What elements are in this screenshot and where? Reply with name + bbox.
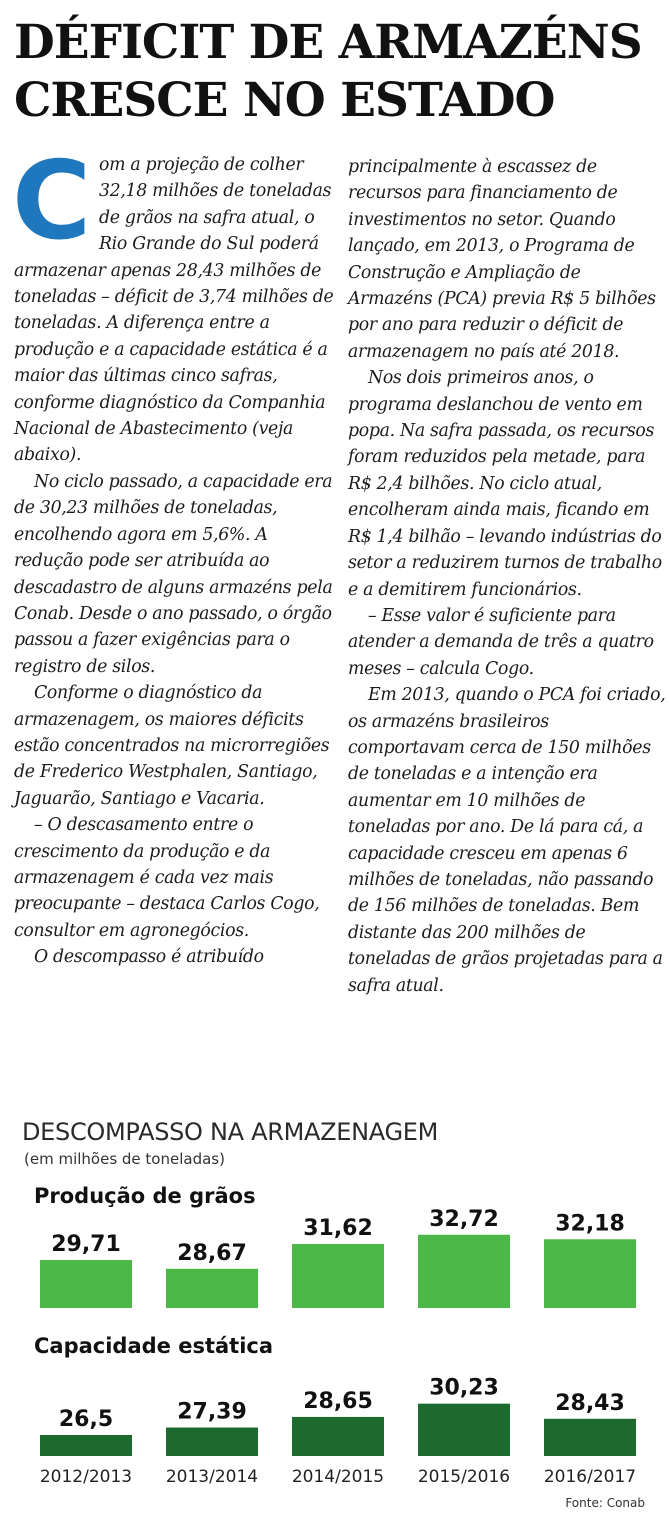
headline: DÉFICIT DE ARMAZÉNS CRESCE NO ESTADO xyxy=(14,15,642,128)
data-label-production-2014/2015: 31,62 xyxy=(303,1215,373,1241)
data-label-capacity-2014/2015: 28,65 xyxy=(303,1388,373,1414)
article-paragraph: O descompasso é atribuído xyxy=(34,947,264,968)
category-label-2013/2014: 2013/2014 xyxy=(165,1467,259,1487)
bar-production-2012/2013 xyxy=(40,1260,132,1308)
article-paragraph: – O descasamento entre o crescimento da produção e da armazenagem é cada vez mais preocupante – destaca Carlos Cogo, consultor em agronegócios. xyxy=(14,815,320,941)
category-label-2014/2015: 2014/2015 xyxy=(291,1467,385,1487)
data-label-capacity-2013/2014: 27,39 xyxy=(177,1399,247,1425)
data-label-production-2013/2014: 28,67 xyxy=(177,1240,247,1266)
category-label-2016/2017: 2016/2017 xyxy=(543,1467,637,1487)
bar-production-2013/2014 xyxy=(166,1269,258,1308)
bar-capacity-2014/2015 xyxy=(292,1417,384,1456)
data-label-production-2012/2013: 29,71 xyxy=(51,1232,121,1258)
article-paragraph: Conforme o diagnóstico da armazenagem, os maiores déficits estão concentrados na microrregiões de Frederico Westphalen, Santiago, Jaguarão, Santiago e Vacaria. xyxy=(14,683,330,809)
data-label-capacity-2016/2017: 28,43 xyxy=(555,1390,625,1416)
article-paragraph: Em 2013, quando o PCA foi criado, os armazéns brasileiros comportavam cerca de 150 milhões de toneladas e a intenção era aumentar em 10 milhões de toneladas por ano. De lá para cá, a capacidade cresceu em apenas 6 milhões de toneladas, não passando de 156 milhões de toneladas. Bem distante das 200 milhões de toneladas de grãos projetadas para a safra atual. xyxy=(348,685,666,996)
bar-capacity-2015/2016 xyxy=(418,1404,510,1456)
chart-source: Fonte: Conab xyxy=(565,1496,645,1510)
bar-production-2016/2017 xyxy=(544,1239,636,1308)
bar-production-2015/2016 xyxy=(418,1235,510,1308)
bar-capacity-2012/2013 xyxy=(40,1435,132,1456)
article-paragraph: Nos dois primeiros anos, o programa deslanchou de vento em popa. Na safra passada, os recursos foram reduzidos pela metade, para R$ 2,4 bilhões. No ciclo atual, encolheram ainda mais, ficando em R$ 1,4 bilhão – levando indústrias do setor a reduzirem turnos de trabalho e a demitirem funcionários. xyxy=(348,368,662,600)
article-paragraph: om a projeção de colher 32,18 milhões de toneladas de grãos na safra atual, o Rio Grande do Sul poderá armazenar apenas 28,43 milhões de toneladas – déficit de 3,74 milhões de toneladas. A diferença entre a produção e a capacidade estática é a maior das últimas cinco safras, conforme diagnóstico da Companhia Nacional de Abastecimento (veja abaixo). xyxy=(14,155,334,466)
bar-production-2014/2015 xyxy=(292,1244,384,1308)
chart-title: DESCOMPASSO NA ARMAZENAGEM xyxy=(22,1118,439,1146)
data-label-capacity-2015/2016: 30,23 xyxy=(429,1375,499,1401)
chart-subtitle: (em milhões de toneladas) xyxy=(24,1150,225,1168)
drop-cap: C xyxy=(12,139,91,264)
data-label-production-2015/2016: 32,72 xyxy=(429,1206,499,1232)
data-label-capacity-2012/2013: 26,5 xyxy=(58,1407,114,1432)
series-label-production: Produção de grãos xyxy=(34,1184,256,1208)
bar-capacity-2013/2014 xyxy=(166,1428,258,1456)
data-label-production-2016/2017: 32,18 xyxy=(555,1211,625,1237)
article-paragraph: – Esse valor é suficiente para atender a demanda de três a quatro meses – calcula Cogo. xyxy=(348,605,654,679)
article-paragraph: principalmente à escassez de recursos para financiamento de investimentos no setor. Quando lançado, em 2013, o Programa de Construção e Ampliação de Armazéns (PCA) previa R$ 5 bilhões por ano para reduzir o déficit de armazenagem no país até 2018. xyxy=(348,157,656,362)
category-label-2015/2016: 2015/2016 xyxy=(417,1467,511,1487)
article-paragraph: No ciclo passado, a capacidade era de 30,23 milhões de toneladas, encolhendo agora em 5,6%. A redução pode ser atribuída ao descadastro de alguns armazéns pela Conab. Desde o ano passado, o órgão passou a fazer exigências para o registro de silos. xyxy=(14,471,333,677)
series-label-capacity: Capacidade estática xyxy=(34,1334,274,1358)
bar-capacity-2016/2017 xyxy=(544,1419,636,1456)
category-label-2012/2013: 2012/2013 xyxy=(39,1467,133,1487)
